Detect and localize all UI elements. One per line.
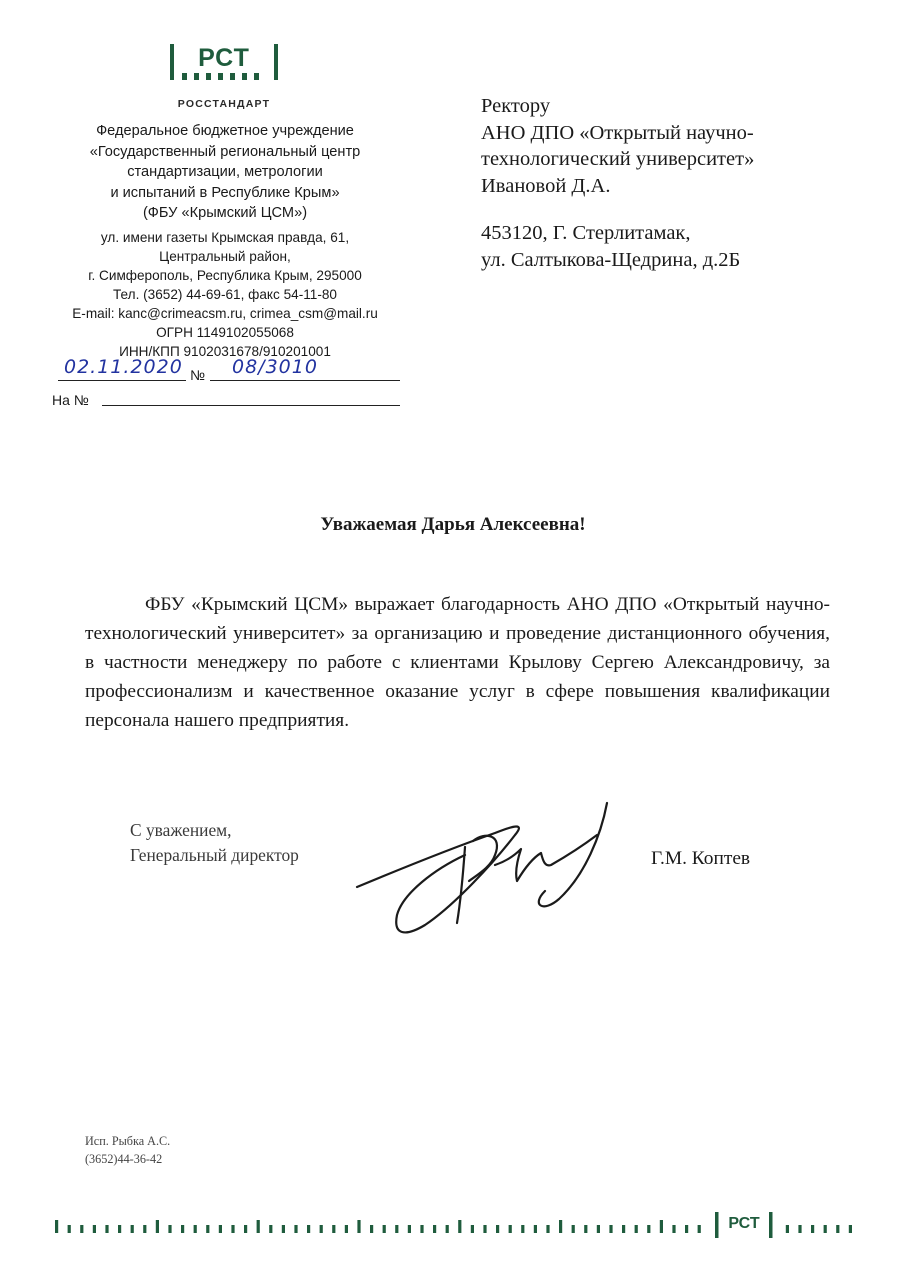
footer-brand-strip <box>55 1210 855 1240</box>
org-line: и испытаний в Республике Крым» <box>110 184 340 201</box>
org-line: «Государственный региональный центр <box>89 143 361 160</box>
agency-name: РОССТАНДАРТ <box>177 98 271 110</box>
signer-name: Г.М. Коптев <box>651 848 751 869</box>
body-text: ФБУ «Крымский ЦСМ» выражает благодарность АНО ДПО «Открытый научно-технологический университет» за организацию и проведение дистанционного обучения, в частности менеджеру по работе с клиентами Крылову Сергею Александровичу, за профессионализм и качественное оказание услуг в сфере повышения квалификации персонала нашего предприятия. <box>85 594 830 731</box>
org-line: стандартизации, метрологии <box>127 164 323 180</box>
contact-line: ИНН/КПП 9102031678/910201001 <box>119 344 331 359</box>
addressee-line: Ивановой Д.А. <box>481 174 611 197</box>
closing-line: С уважением, <box>130 820 232 840</box>
contact-line: Центральный район, <box>159 249 291 264</box>
executor-phone: (3652)44-36-42 <box>85 1152 163 1166</box>
letter-body <box>85 590 830 735</box>
number-label: № <box>190 367 206 383</box>
rst-logo <box>168 42 280 84</box>
closing-block <box>130 818 299 868</box>
svg-text:РСТ: РСТ <box>198 44 250 72</box>
registration-date: 02.11.2020 <box>64 356 183 378</box>
organization-name <box>40 121 410 224</box>
addressee-block <box>481 93 754 273</box>
addressee-line: АНО ДПО «Открытый научно- <box>481 121 754 144</box>
spacer <box>481 199 754 220</box>
addressee-line: Ректору <box>481 95 551 117</box>
date-line <box>58 380 186 381</box>
registration-number: 08/3010 <box>232 356 318 378</box>
contact-line: E-mail: kanc@crimeacsm.ru, crimea_csm@mail.ru <box>72 306 378 321</box>
org-line: Федеральное бюджетное учреждение <box>96 123 354 139</box>
contact-line: ОГРН 1149102055068 <box>156 325 294 340</box>
address-line: 453120, Г. Стерлитамак, <box>481 222 691 244</box>
executor-info <box>85 1132 170 1168</box>
addressee-line: технологический университет» <box>481 148 755 170</box>
svg-text:РСТ: РСТ <box>728 1215 760 1232</box>
contact-line: ул. имени газеты Крымская правда, 61, <box>100 230 350 245</box>
greeting: Уважаемая Дарья Алексеевна! <box>320 514 586 535</box>
number-line <box>210 380 400 381</box>
handwritten-signature <box>345 795 625 945</box>
signatory-title: Генеральный директор <box>130 845 299 865</box>
organization-contacts <box>40 228 410 361</box>
org-line: (ФБУ «Крымский ЦСМ») <box>142 205 308 221</box>
address-line: ул. Салтыкова-Щедрина, д.2Б <box>481 248 741 271</box>
contact-line: г. Симферополь, Республика Крым, 295000 <box>88 268 362 283</box>
reply-line <box>102 405 400 406</box>
contact-line: Тел. (3652) 44-69-61, факс 54-11-80 <box>113 287 337 302</box>
reply-label: На № <box>52 392 89 408</box>
executor-name: Исп. Рыбка А.С. <box>85 1134 171 1148</box>
